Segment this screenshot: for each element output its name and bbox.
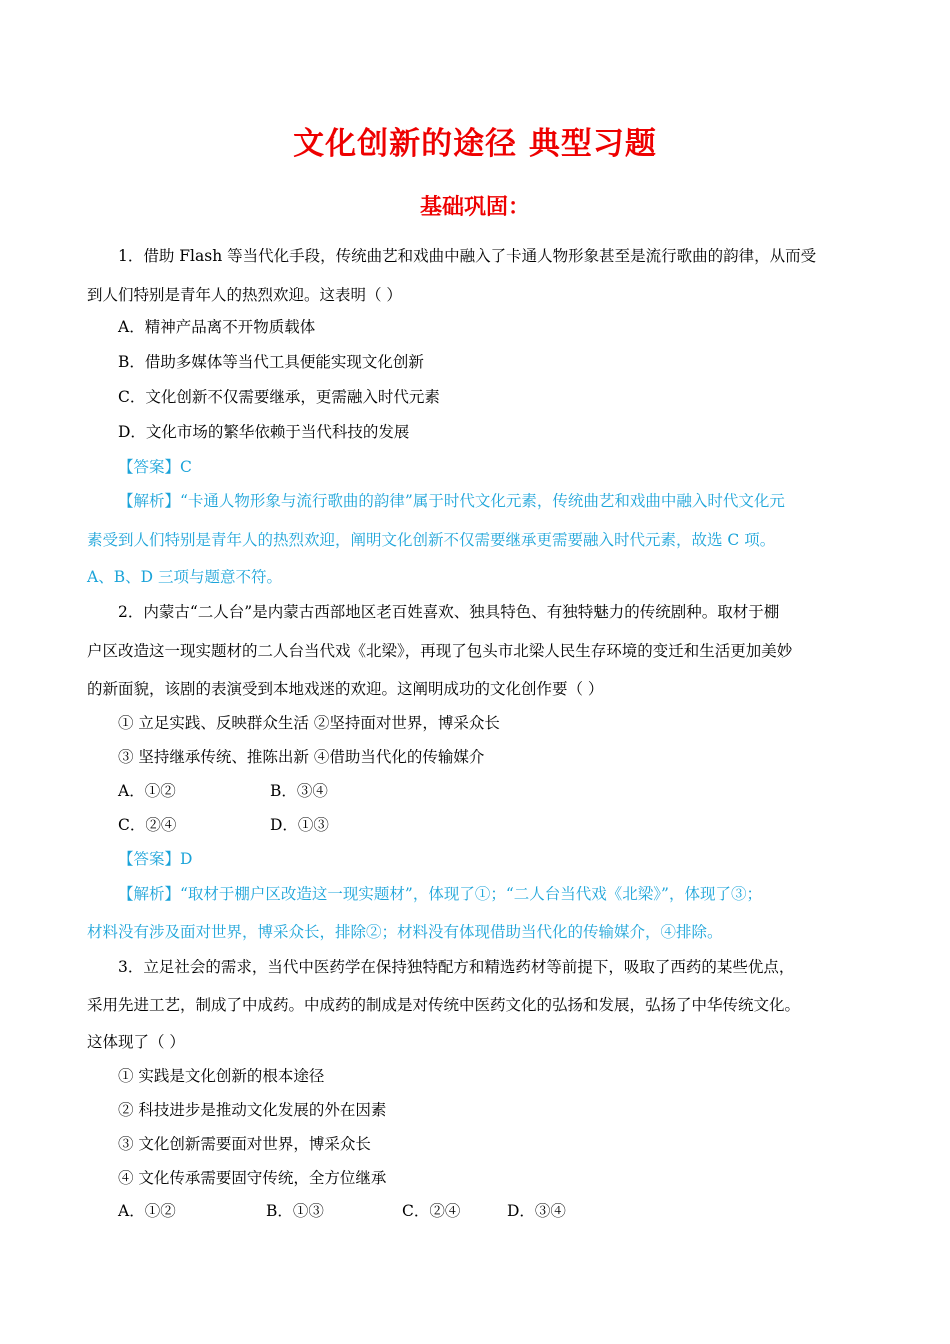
page-title: 文化创新的途径 典型习题 [293,126,657,162]
q2-items-line1: ① 立足实践、反映群众生活 ②坚持面对世界，博采众长 [118,714,500,732]
q1-answer [118,457,192,477]
answer-value: D [180,850,193,868]
q1-option-c: C．文化创新不仅需要继承，更需融入时代元素 [118,388,440,406]
q2-option-c: C．②④ [118,816,177,834]
q3-option-c: C．②④ [402,1202,461,1220]
q2-stem-line2: 户区改造这一现实题材的二人台当代戏《北梁》，再现了包头市北梁人民生存环境的变迁和生活更加美妙 [87,642,793,660]
q3-item-1: ① 实践是文化创新的根本途径 [118,1067,325,1085]
q1-option-b: B．借助多媒体等当代工具便能实现文化创新 [118,353,424,371]
q2-stem-line1: 2．内蒙古“二人台”是内蒙古西部地区老百姓喜欢、独具特色、有独特魅力的传统剧种。取材于棚 [118,603,780,621]
q3-option-d: D．③④ [507,1202,566,1220]
q2-stem-line3: 的新面貌，该剧的表演受到本地戏迷的欢迎。这阐明成功的文化创作要（ ） [87,680,604,698]
q3-item-3: ③ 文化创新需要面对世界，博采众长 [118,1135,371,1153]
answer-value: C [180,458,192,476]
q1-stem-line2: 到人们特别是青年人的热烈欢迎。这表明（ ） [87,286,402,304]
q1-option-a: A．精神产品离不开物质载体 [118,318,316,336]
q1-analysis-line1: 【解析】“卡通人物形象与流行歌曲的韵律”属于时代文化元素，传统曲艺和戏曲中融入时代文化元 [118,492,785,510]
q3-stem-line3: 这体现了（ ） [87,1033,185,1051]
q2-analysis-line1: 【解析】“取材于棚户区改造这一现实题材”，体现了①；“二人台当代戏《北梁》”，体现了③； [118,885,762,903]
q1-option-d: D．文化市场的繁华依赖于当代科技的发展 [118,423,410,441]
answer-label: 【答案】 [118,458,181,476]
answer-label: 【答案】 [118,850,181,868]
q1-stem-line1: 1．借助 Flash 等当代化手段，传统曲艺和戏曲中融入了卡通人物形象甚至是流行歌曲的韵律，从而受 [118,247,817,265]
q1-analysis-line2: 素受到人们特别是青年人的热烈欢迎，阐明文化创新不仅需要继承更需要融入时代元素，故选 C 项。 [87,531,776,549]
q2-analysis-line2: 材料没有涉及面对世界，博采众长，排除②；材料没有体现借助当代化的传输媒介，④排除。 [87,923,723,941]
q2-items-line2: ③ 坚持继承传统、推陈出新 ④借助当代化的传输媒介 [118,748,485,766]
q3-stem-line2: 采用先进工艺，制成了中成药。中成药的制成是对传统中医药文化的弘扬和发展，弘扬了中华传统文化。 [87,996,801,1014]
q2-option-d: D．①③ [270,816,329,834]
q3-stem-line1: 3．立足社会的需求，当代中医药学在保持独特配方和精选药材等前提下，吸取了西药的某些优点， [118,958,795,976]
q3-item-2: ② 科技进步是推动文化发展的外在因素 [118,1101,387,1119]
q3-item-4: ④ 文化传承需要固守传统，全方位继承 [118,1169,387,1187]
q2-option-b: B．③④ [270,782,328,800]
q3-option-b: B．①③ [266,1202,324,1220]
q2-option-a: A．①② [118,782,176,800]
q1-analysis-line3: A、B、D 三项与题意不符。 [87,568,282,586]
q3-option-a: A．①② [118,1202,176,1220]
q2-answer [118,849,192,869]
section-heading: 基础巩固： [419,195,530,220]
